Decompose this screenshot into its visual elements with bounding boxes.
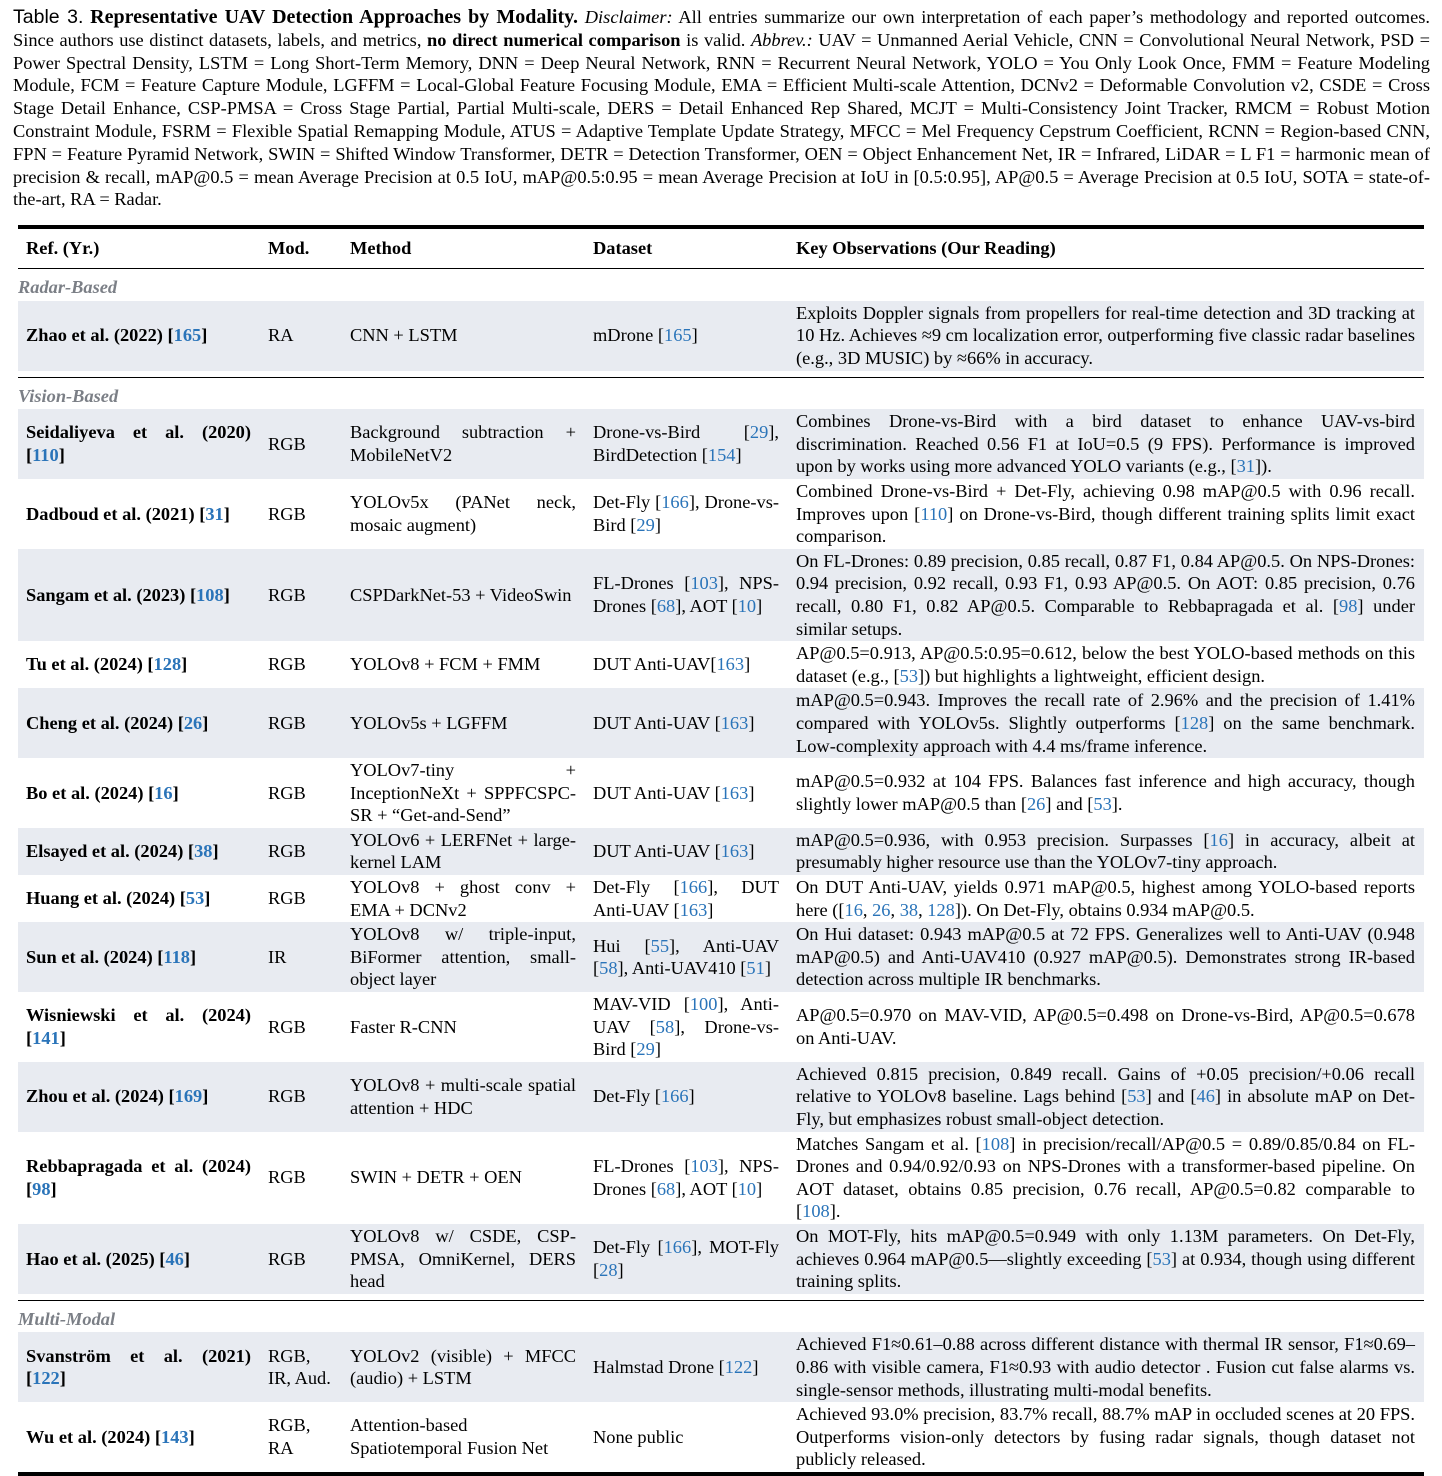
citation-link[interactable]: 31	[1236, 456, 1255, 477]
citation-link[interactable]: 38	[899, 899, 919, 920]
obs-cell: AP@0.5=0.913, AP@0.5:0.95=0.612, below the best YOLO-based methods on this dataset (e.g., [53]) but highlights a lightweight, efficient design.	[796, 643, 1415, 686]
obs-cell: Combined Drone-vs-Bird + Det-Fly, achieving 0.98 mAP@0.5 with 0.96 recall. Improves upon [110] on Drone-vs-Bird, though different training splits limit exact comparison.	[796, 480, 1415, 547]
citation-link[interactable]: 163	[720, 841, 749, 862]
section-label: Vision-Based	[18, 377, 1424, 409]
citation-link[interactable]: 163	[720, 712, 749, 733]
method-cell: YOLOv8 w/ CSDE, CSP-PMSA, OmniKernel, DERS head	[342, 1224, 585, 1294]
table-row	[18, 758, 1424, 828]
dataset-cell: Hui [55], Anti-UAV [58], Anti-UAV410 [51]	[585, 922, 788, 992]
method-cell: YOLOv8 + multi-scale spatial attention + HDC	[342, 1062, 585, 1132]
dataset-cell: DUT Anti-UAV[163]	[593, 654, 751, 675]
ref-cell: Wisniewski et al. (2024) [141]	[26, 1005, 251, 1048]
table-row	[18, 1402, 1424, 1474]
citation-link[interactable]: 58	[599, 958, 618, 979]
method-cell: SWIN + DETR + OEN	[350, 1167, 522, 1188]
dataset-cell: Det-Fly [166], MOT-Fly [28]	[585, 1224, 788, 1294]
ref-cell: Rebbapragada et al. (2024) [98]	[26, 1156, 251, 1199]
obs-cell: On FL-Drones: 0.89 precision, 0.85 recall, 0.87 F1, 0.84 AP@0.5. On NPS-Drones: 0.94 precision, 0.92 recall, 0.93 F1, 0.93 AP@0.5. On AOT: 0.85 precision, 0.76 recall, 0.80 F1, 0.82 AP@0.5. Comparable to Rebbapragada et al. [98] under similar setups.	[788, 549, 1424, 641]
col-ref: Ref. (Yr.)	[18, 227, 260, 269]
citation-link[interactable]: 29	[636, 514, 655, 535]
citation-link[interactable]: 165	[664, 325, 692, 346]
method-cell: CNN + LSTM	[342, 301, 585, 371]
section-label: Radar-Based	[18, 277, 118, 297]
table-row	[18, 688, 1424, 758]
mod-cell: RGB	[268, 503, 306, 524]
citation-link[interactable]: 46	[165, 1248, 184, 1269]
dataset-cell: Halmstad Drone [122]	[585, 1332, 788, 1402]
mod-cell: RGB	[260, 1062, 342, 1132]
obs-cell: On DUT Anti-UAV, yields 0.971 mAP@0.5, highest among YOLO-based reports here ([16, 26, 38, 128]). On Det-Fly, obtains 0.934 mAP@0.5.	[796, 877, 1415, 920]
mod-cell: RGB	[268, 782, 306, 803]
section-label: Multi-Modal	[18, 1300, 1424, 1332]
method-cell: YOLOv8 + FCM + FMM	[350, 654, 541, 675]
citation-link[interactable]: 166	[661, 492, 689, 513]
citation-link[interactable]: 68	[656, 1178, 676, 1199]
citation-link[interactable]: 118	[163, 946, 190, 967]
citation-link[interactable]: 166	[679, 877, 708, 898]
dataset-cell: mDrone [165]	[585, 301, 788, 371]
obs-cell: mAP@0.5=0.936, with 0.953 precision. Surpasses [16] in accuracy, albeit at presumably higher resource use than the YOLOv7-tiny approach.	[788, 828, 1424, 875]
citation-link[interactable]: 143	[161, 1426, 189, 1447]
table-row	[18, 301, 1424, 371]
citation-link[interactable]: 31	[205, 503, 224, 524]
table-row	[18, 641, 1424, 688]
mod-cell: RGB	[260, 1224, 342, 1294]
method-cell: YOLOv2 (visible) + MFCC (audio) + LSTM	[342, 1332, 585, 1402]
table-row	[18, 875, 1424, 922]
table-row	[18, 922, 1424, 992]
dataset-cell: None public	[585, 1402, 788, 1474]
citation-link[interactable]: 100	[689, 994, 718, 1015]
section-radar	[18, 269, 1424, 301]
ref-cell: Sangam et al. (2023) [108]	[18, 549, 260, 641]
citation-link[interactable]: 141	[32, 1027, 60, 1048]
citation-link[interactable]: 103	[690, 573, 718, 594]
citation-link[interactable]: 26	[872, 899, 891, 920]
citation-link[interactable]: 53	[899, 665, 919, 686]
table-row	[18, 1062, 1424, 1132]
citation-link[interactable]: 163	[679, 899, 708, 920]
obs-cell: Achieved F1≈0.61–0.88 across different distance with thermal IR sensor, F1≈0.69–0.86 with visible camera, F1≈0.93 with audio detector . Fusion cut false alarms vs. single-sensor methods, illustrating multi-modal benefits.	[788, 1332, 1424, 1402]
mod-cell: RGB	[260, 828, 342, 875]
citation-link[interactable]: 10	[737, 595, 757, 616]
citation-link[interactable]: 103	[690, 1156, 718, 1177]
citation-link[interactable]: 16	[844, 899, 863, 920]
abbrev-text: UAV = Unmanned Aerial Vehicle, CNN = Convolutional Neural Network, PSD = Power Spectral Density, LSTM = Long Short-Term Memory, DNN = Deep Neural Network, RNN = Recurrent Neural Network, YOLO = You Only Look Once, FMM = Feature Modeling Module, FCM = Feature Capture Module, LGFFM = Local-Global Feature Focusing Module, EMA = Efficient Multi-scale Attention, DCNv2 = Deformable Convolution v2, CSDE = Cross Stage Detail Enhance, CSP-PMSA = Cross Stage Partial, Partial Multi-scale, DERS = Detail Enhanced Rep Shared, MCJT = Multi-Consistency Joint Tracker, RMCM = Robust Motion Constraint Module, FSRM = Flexible Spatial Remapping Module, ATUS = Adaptive Template Update Strategy, MFCC = Mel Frequency Cepstrum Coefficient, RCNN = Region-based CNN, FPN = Feature Pyramid Network, SWIN = Shifted Window Transformer, DETR = Detection Transformer, OEN = Object Enhancement Net, IR = Infrared, LiDAR = L F1 = harmonic mean of precision & recall, mAP@0.5 = mean Average Precision at 0.5 IoU, mAP@0.5:0.95 = mean Average Precision at IoU in [0.5:0.95], AP@0.5 = Average Precision at 0.5 IoU, SOTA = state-of-the-art, RA = Radar.	[13, 29, 1430, 210]
mod-cell: RGB	[260, 409, 342, 479]
ref-cell: Elsayed et al. (2024) [38]	[18, 828, 260, 875]
obs-cell: Combines Drone-vs-Bird with a bird dataset to enhance UAV-vs-bird discrimination. Reached 0.56 F1 at IoU=0.5 (9 FPS). Performance is improved upon by works using more advanced YOLO variants (e.g., [31]).	[788, 409, 1424, 479]
header-row	[18, 227, 1424, 269]
method-cell: Attention-based Spatiotemporal Fusion Net	[342, 1402, 585, 1474]
citation-link[interactable]: 166	[660, 1086, 689, 1107]
citation-link[interactable]: 122	[32, 1368, 60, 1389]
citation-link[interactable]: 98	[1339, 595, 1358, 616]
ref-cell: Huang et al. (2024) [53]	[26, 888, 211, 909]
citation-link[interactable]: 38	[194, 841, 213, 862]
dataset-cell: Det-Fly [166], DUT Anti-UAV [163]	[593, 877, 779, 920]
col-observations: Key Observations (Our Reading)	[788, 227, 1424, 269]
method-cell: Faster R-CNN	[350, 1016, 457, 1037]
mod-cell: RGB	[260, 688, 342, 758]
mod-cell: RGB	[268, 1167, 306, 1188]
citation-link[interactable]: 51	[746, 958, 765, 979]
citation-link[interactable]: 163	[720, 782, 749, 803]
dataset-cell: DUT Anti-UAV [163]	[585, 688, 788, 758]
citation-link[interactable]: 166	[663, 1237, 692, 1258]
table-row	[18, 1332, 1424, 1402]
citation-link[interactable]: 128	[153, 654, 182, 675]
disclaimer-text: All entries summarize our own interpretation of each paper’s methodology and reported outcomes. Since authors use distinct datasets, labels, and metrics,	[13, 7, 1430, 50]
method-cell: YOLOv5x (PANet neck, mosaic augment)	[350, 492, 576, 535]
dataset-cell: DUT Anti-UAV [163]	[585, 828, 788, 875]
citation-link[interactable]: 128	[1180, 712, 1209, 733]
method-cell: YOLOv8 w/ triple-input, BiFormer attention, small-object layer	[342, 922, 585, 992]
mod-cell: RGB, RA	[260, 1402, 342, 1474]
citation-link[interactable]: 26	[1026, 793, 1046, 814]
mod-cell: RGB, IR, Aud.	[260, 1332, 342, 1402]
method-cell: YOLOv5s + LGFFM	[342, 688, 585, 758]
citation-link[interactable]: 108	[196, 584, 224, 605]
table-row	[18, 992, 1424, 1062]
dataset-cell: Drone-vs-Bird [29], BirdDetection [154]	[585, 409, 788, 479]
ref-cell: Zhou et al. (2024) [169]	[18, 1062, 260, 1132]
col-method: Method	[342, 227, 585, 269]
citation-link[interactable]: 128	[927, 899, 955, 920]
caption-label: Table 3.	[13, 6, 84, 28]
citation-link[interactable]: 163	[716, 654, 745, 675]
citation-link[interactable]: 110	[920, 503, 948, 524]
obs-cell: Matches Sangam et al. [108] in precision/recall/AP@0.5 = 0.89/0.85/0.84 on FL-Drones and 0.94/0.92/0.93 on NPS-Drones with a transformer-based pipeline. On AOT dataset, obtains 0.85 precision, 0.76 recall, AP@0.5=0.82 comparable to [108].	[796, 1133, 1415, 1222]
dataset-cell: DUT Anti-UAV [163]	[593, 782, 755, 803]
dataset-cell: Det-Fly [166]	[585, 1062, 788, 1132]
mod-cell: RGB	[268, 654, 306, 675]
col-dataset: Dataset	[585, 227, 788, 269]
caption-title: Representative UAV Detection Approaches by Modality.	[90, 6, 579, 28]
table-row	[18, 549, 1424, 641]
citation-link[interactable]: 110	[32, 445, 59, 466]
mod-cell: IR	[260, 922, 342, 992]
ref-cell: Wu et al. (2024) [143]	[18, 1402, 260, 1474]
obs-cell: On Hui dataset: 0.943 mAP@0.5 at 72 FPS. Generalizes well to Anti-UAV (0.948 mAP@0.5) and Anti-UAV410 (0.927 mAP@0.5). Demonstrates strong IR-based detection across multiple IR benchmarks.	[788, 922, 1424, 992]
disclaimer-label: Disclaimer:	[584, 7, 673, 27]
obs-cell: Exploits Doppler signals from propellers for real-time detection and 3D tracking at 10 Hz. Achieves ≈9 cm localization error, outperforming five classic radar baselines (e.g., 3D MUSIC) by ≈66% in accuracy.	[788, 301, 1424, 371]
obs-cell: Achieved 93.0% precision, 83.7% recall, 88.7% mAP in occluded scenes at 20 FPS. Outperforms vision-only detectors by fusing radar signals, though dataset not publicly released.	[788, 1402, 1424, 1474]
citation-link[interactable]: 68	[656, 595, 676, 616]
obs-cell: Achieved 0.815 precision, 0.849 recall. Gains of +0.05 precision/+0.06 recall relative to YOLOv8 baseline. Lags behind [53] and [46] in absolute mAP on Det-Fly, but emphasizes robust small-object detection.	[788, 1062, 1424, 1132]
table-row	[18, 479, 1424, 549]
ref-cell: Sun et al. (2024) [118]	[18, 922, 260, 992]
citation-link[interactable]: 46	[1196, 1086, 1215, 1107]
citation-link[interactable]: 53	[1152, 1248, 1171, 1269]
citation-link[interactable]: 53	[185, 888, 205, 909]
citation-link[interactable]: 108	[802, 1201, 830, 1222]
method-cell: YOLOv7-tiny + InceptionNeXt + SPPFCSPC-SR + “Get-and-Send”	[350, 760, 576, 826]
ref-cell: Hao et al. (2025) [46]	[18, 1224, 260, 1294]
ref-cell: Tu et al. (2024) [128]	[26, 654, 188, 675]
citation-link[interactable]: 169	[174, 1086, 203, 1107]
col-mod: Mod.	[260, 227, 342, 269]
abbrev-label: Abbrev.:	[750, 29, 813, 50]
section-multimodal	[18, 1300, 1424, 1332]
mod-cell: RA	[260, 301, 342, 371]
citation-link[interactable]: 55	[650, 935, 670, 956]
obs-cell: On MOT-Fly, hits mAP@0.5=0.949 with only 1.13M parameters. On Det-Fly, achieves 0.964 mAP@0.5—slightly exceeding [53] at 0.934, though using different training splits.	[788, 1224, 1424, 1294]
ref-cell: Dadboud et al. (2021) [31]	[26, 503, 230, 524]
citation-link[interactable]: 98	[32, 1178, 51, 1199]
citation-link[interactable]: 29	[636, 1039, 655, 1060]
ref-cell: Zhao et al. (2022) [165]	[18, 301, 260, 371]
method-cell: CSPDarkNet-53 + VideoSwin	[342, 549, 585, 641]
obs-cell: mAP@0.5=0.932 at 104 FPS. Balances fast inference and high accuracy, though slightly lower mAP@0.5 than [26] and [53].	[796, 771, 1415, 814]
section-vision	[18, 377, 1424, 409]
mod-cell: RGB	[268, 888, 306, 909]
valid-text: is valid.	[680, 29, 751, 50]
uav-detection-table	[18, 225, 1424, 1476]
obs-cell: AP@0.5=0.970 on MAV-VID, AP@0.5=0.498 on Drone-vs-Bird, AP@0.5=0.678 on Anti-UAV.	[796, 1005, 1415, 1048]
table-row	[18, 828, 1424, 875]
table-caption	[13, 6, 1430, 211]
ref-cell: Cheng et al. (2024) [26]	[18, 688, 260, 758]
citation-link[interactable]: 28	[599, 1259, 618, 1280]
dataset-cell: MAV-VID [100], Anti-UAV [58], Drone-vs-Bird [29]	[593, 994, 780, 1060]
ref-cell: Seidaliyeva et al. (2020) [110]	[18, 409, 260, 479]
dataset-cell: FL-Drones [103], NPS-Drones [68], AOT [10]	[593, 1156, 779, 1199]
citation-link[interactable]: 16	[1209, 829, 1228, 850]
citation-link[interactable]: 154	[707, 445, 736, 466]
dataset-cell: Det-Fly [166], Drone-vs-Bird [29]	[593, 492, 779, 535]
dataset-cell: FL-Drones [103], NPS-Drones [68], AOT [10]	[585, 549, 788, 641]
no-direct-comparison: no direct numerical comparison	[427, 29, 681, 50]
mod-cell: RGB	[260, 549, 342, 641]
citation-link[interactable]: 108	[981, 1133, 1010, 1154]
mod-cell: RGB	[268, 1016, 306, 1037]
citation-link[interactable]: 16	[154, 782, 173, 803]
method-cell: YOLOv8 + ghost conv + EMA + DCNv2	[350, 877, 576, 920]
method-cell: Background subtraction + MobileNetV2	[342, 409, 585, 479]
table-row	[18, 409, 1424, 479]
table-row	[18, 1132, 1424, 1224]
obs-cell: mAP@0.5=0.943. Improves the recall rate of 2.96% and the precision of 1.41% compared with YOLOv5s. Slightly outperforms [128] on the same benchmark. Low-complexity approach with 4.4 ms/frame inference.	[788, 688, 1424, 758]
citation-link[interactable]: 29	[749, 422, 769, 443]
citation-link[interactable]: 26	[183, 712, 203, 733]
citation-link[interactable]: 122	[724, 1356, 753, 1377]
ref-cell: Bo et al. (2024) [16]	[26, 782, 179, 803]
citation-link[interactable]: 53	[1093, 793, 1112, 814]
method-cell: YOLOv6 + LERFNet + large-kernel LAM	[342, 828, 585, 875]
citation-link[interactable]: 58	[655, 1016, 675, 1037]
citation-link[interactable]: 53	[1127, 1086, 1146, 1107]
citation-link[interactable]: 165	[173, 325, 202, 346]
table-row	[18, 1224, 1424, 1294]
ref-cell: Svanström et al. (2021) [122]	[18, 1332, 260, 1402]
citation-link[interactable]: 10	[737, 1178, 757, 1199]
